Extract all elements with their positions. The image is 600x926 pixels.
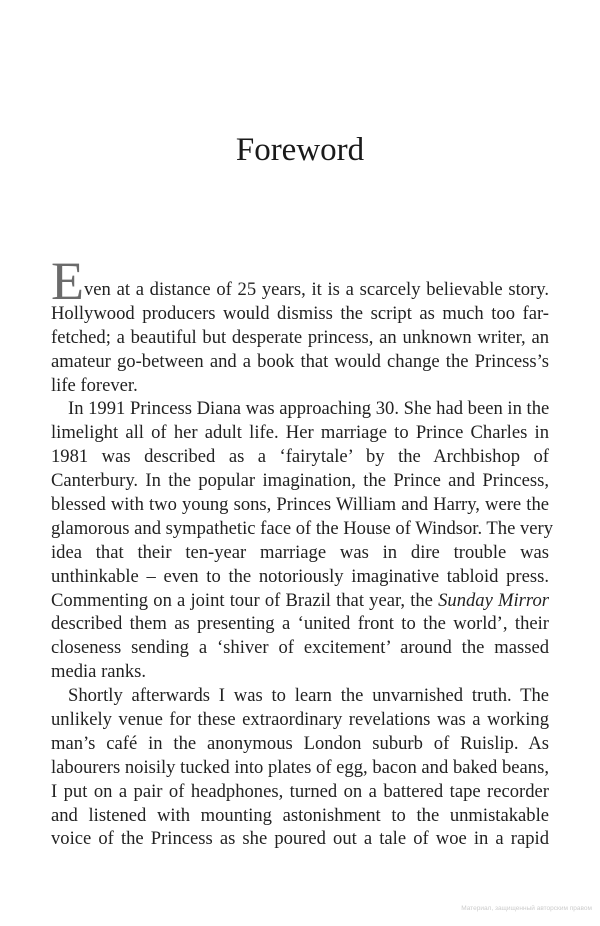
text-line: described them as presenting a ‘united front to the world’, their bbox=[51, 613, 549, 635]
text-line: voice of the Princess as she poured out a tale of woe in a rapid bbox=[51, 828, 549, 850]
text-line: fetched; a beautiful but desperate princess, an unknown writer, an bbox=[51, 326, 549, 348]
paragraph-3 bbox=[51, 684, 549, 851]
chapter-title: Foreword bbox=[235, 132, 365, 168]
text-line: closeness sending a ‘shiver of excitement’ around the massed bbox=[51, 637, 549, 659]
text-line: man’s café in the anonymous London suburb of Ruislip. As bbox=[51, 732, 549, 754]
text-line: Hollywood producers would dismiss the script as much too far- bbox=[51, 302, 549, 324]
text-line: unthinkable – even to the notoriously imaginative tabloid press. bbox=[51, 565, 549, 587]
text-line: media ranks. bbox=[51, 661, 147, 683]
paragraph-1 bbox=[51, 278, 549, 397]
text-line: amateur go-between and a book that would change the Princess’s bbox=[51, 350, 549, 372]
text-segment: Commenting on a joint tour of Brazil that year, the bbox=[51, 589, 433, 611]
chapter-body bbox=[51, 278, 554, 851]
text-line: 1981 was described as a ‘fairytale’ by the Archbishop of bbox=[51, 446, 549, 468]
text-line: ven at a distance of 25 years, it is a scarcely believable story. bbox=[84, 279, 549, 300]
text-line: In 1991 Princess Diana was approaching 30. She had been in the bbox=[68, 398, 550, 420]
text-line: and listened with mounting astonishment to the unmistakable bbox=[51, 804, 549, 826]
text-line: unlikely venue for these extraordinary revelations was a working bbox=[51, 709, 549, 731]
text-line: life forever. bbox=[51, 374, 138, 396]
text-line: Canterbury. In the popular imagination, the Prince and Princess, bbox=[51, 470, 549, 492]
drop-cap: E bbox=[51, 251, 84, 311]
copyright-watermark: Материал, защищенный авторским правом bbox=[461, 905, 592, 912]
text-line: blessed with two young sons, Princes William and Harry, were the bbox=[51, 494, 549, 516]
text-line: idea that their ten-year marriage was in dire trouble was bbox=[51, 541, 549, 563]
paragraph-2 bbox=[51, 397, 554, 684]
text-line: I put on a pair of headphones, turned on a battered tape recorder bbox=[51, 780, 549, 802]
text-line: limelight all of her adult life. Her marriage to Prince Charles in bbox=[51, 422, 549, 444]
text-line: Shortly afterwards I was to learn the unvarnished truth. The bbox=[68, 685, 549, 707]
publication-name: Sunday Mirror bbox=[438, 589, 549, 611]
text-line: labourers noisily tucked into plates of egg, bacon and baked beans, bbox=[51, 756, 549, 778]
text-line: glamorous and sympathetic face of the House of Windsor. The very bbox=[51, 517, 554, 539]
text-line bbox=[51, 589, 549, 613]
